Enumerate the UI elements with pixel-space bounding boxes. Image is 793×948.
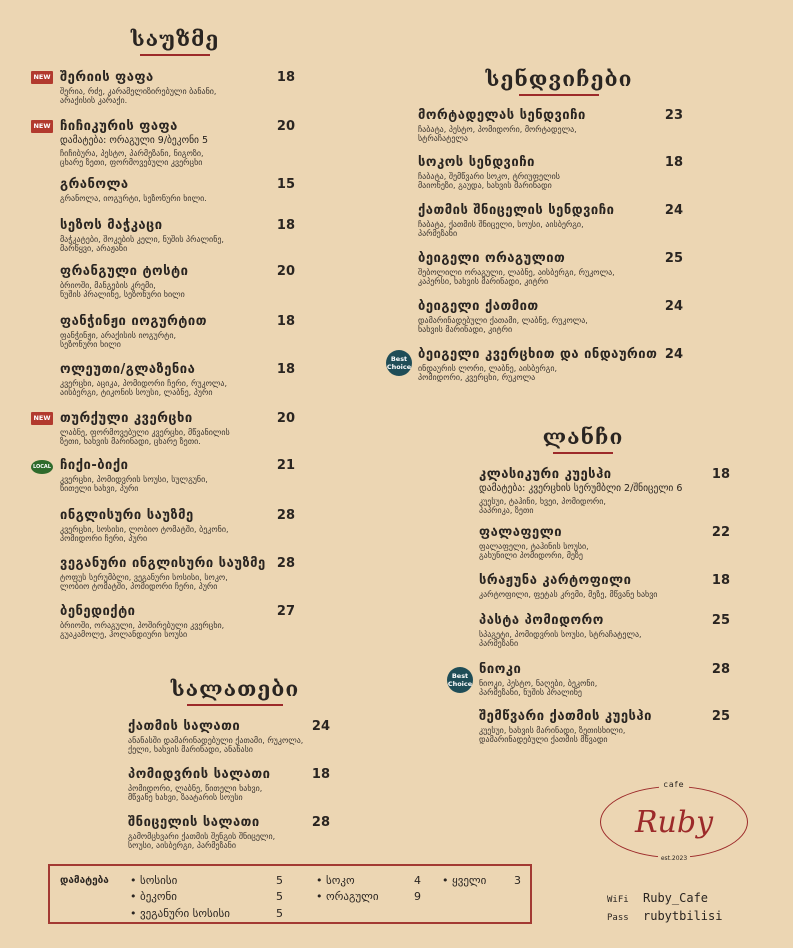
menu-item [479,709,730,744]
extra-item [130,874,283,887]
extra-item [130,890,283,903]
item-name: პომიდვრის სალათი [128,767,271,782]
extra-name: • სოსისი [130,874,177,887]
menu-item [418,299,683,334]
item-price: 24 [664,203,683,218]
item-price: 20 [276,411,295,426]
item-price: 20 [276,119,295,134]
extra-item [316,874,421,887]
menu-item [60,177,295,203]
item-name: ქათმის შნიცელის სენდვიჩი [418,203,615,218]
menu-item [418,251,683,286]
item-desc: კვერცხი, აციკა, პომიდორი ჩერი, რუკოლა, აისბერგი, ტიკონის სოუსი, ლაბნე, პური [60,379,228,397]
item-desc: ბრიოში, მანგების კრემი, ნუშის პრალინე, სეზონური ხილი [60,281,185,299]
item-desc: კუესუი, ხახვის მარინადი, ზეთისხილი, დამარინადებული ქათმის მწვადი [479,726,626,744]
menu-item [60,264,295,299]
item-desc: ნიოკი, პესტო, ნაღები, ბეკონი, პარმეზანი, ნუშის პრალინე [479,679,598,697]
menu-item [60,362,295,397]
item-desc: გრანოლა, იოგურტი, სეზონური ხილი. [60,194,207,203]
new-badge: NEW [31,120,53,133]
item-desc: ლაბნე, ფორმოვებული კვერცხი, მწვანილის ზეთი, ხახვის მარინადი, ცხარე ზეთი. [60,428,230,446]
wifi-info [607,890,722,926]
item-name: ფალაფელი [479,525,563,540]
menu-item [479,467,730,515]
wifi-row [607,890,722,908]
sandwiches-section-title [484,66,634,96]
item-price: 18 [711,467,730,482]
item-name: სრაჟუნა კარტოფილი [479,573,632,588]
menu-item [418,108,683,143]
item-desc: კარტოფილი, ფეტას კრემი, მეზე, მწვანე ხახვი [479,590,658,599]
item-price: 27 [276,604,295,619]
best-choice-badge: Best Choice [386,350,412,376]
sandwiches-title-text: სენდვიჩები [485,66,633,91]
item-price: 24 [664,299,683,314]
extras-title: დამატება [60,875,109,886]
item-desc: ტოფუს სერუმბლი, ვეგანური სოსისი, სოკო, ლობიო ტომატში, პომიდორი ჩერი, პური [60,573,228,591]
title-underline [553,452,613,454]
item-desc: ანანასში დამარინადებული ქათამი, რუკოლა, ქელი, ხახვის მარინადი, ანანასი [128,736,304,754]
item-price: 28 [276,508,295,523]
item-name: ბეიგელი ქათმით [418,299,539,314]
title-underline [140,54,210,56]
item-desc: პომიდორი, ლაბნე, წითელი ხახვი, მწვანე ხახვი, ზაატარის სოუსი [128,784,263,802]
item-name: ნიოკი [479,662,522,677]
extra-name: • ბეკონი [130,890,177,903]
item-name: ინგლისური საუზმე [60,508,194,523]
item-price: 18 [276,70,295,85]
item-price: 20 [276,264,295,279]
item-name: სეზოს მაჭკაცი [60,218,163,233]
item-price: 18 [664,155,683,170]
wifi-label: WiFi [607,895,629,905]
lunch-section-title [528,424,638,454]
item-price: 25 [711,709,730,724]
item-price: 18 [276,218,295,233]
pass-row [607,908,722,926]
item-desc: ჩაბატა, შემწვარი სოკო, ტრიუფელის მაიონეზი, გაუდა, ხახვის მარინადი [418,172,560,190]
item-desc: ფანჭინჟი, არაქისის იოგურტი, სეზონური ხილი [60,331,177,349]
logo-cafe-label: cafe [601,780,747,789]
item-name: შერიის ფაფა [60,70,154,85]
menu-item [128,719,330,754]
wifi-password: rubytbilisi [643,909,723,923]
item-name: ბენედიქტი [60,604,136,619]
item-desc: ჩაბატა, ქათმის შნიცელი, სოუსი, აისბერგი, პარმეზანი [418,220,584,238]
breakfast-section-title [120,26,230,56]
extra-item [442,874,521,887]
item-price: 23 [664,108,683,123]
item-desc: შებოლილი ორაგული, ლაბნე, აისბერგი, რუკოლა, კაპერსი, ხახვის მარინადი, კიტრი [418,268,615,286]
item-price: 24 [664,347,683,362]
item-price: 28 [276,556,295,571]
item-desc: კვერცხი, პომიდვრის სოუსი, სულგუნი, წითელი ხახვი, პური [60,475,208,493]
item-name: კლასიკური კუესჰი [479,467,612,482]
item-price: 18 [711,573,730,588]
cafe-logo [600,780,748,862]
item-desc: დამარინადებული ქათამი, ლაბნე, რუკოლა, ხახვის მარინადი, კიტრი [418,316,588,334]
title-underline [187,704,283,706]
menu-item [60,119,295,167]
item-price: 25 [664,251,683,266]
extra-price: 4 [414,874,421,887]
menu-item [418,155,683,190]
item-name: სოკოს სენდვიჩი [418,155,535,170]
item-price: 18 [276,314,295,329]
item-name: მორტადელას სენდვიჩი [418,108,586,123]
item-name: ბეიგელი კვერცხით და ინდაურით [418,347,658,362]
item-price: 22 [711,525,730,540]
item-desc: კვერცხი, სოსისი, ლობიო ტომატში, ბეკონი, პომიდორი ჩერი, პური [60,525,229,543]
best-choice-badge: Best Choice [447,667,473,693]
item-price: 18 [276,362,295,377]
item-desc: მაჭკატები, შოკების კელი, ნუშის პრალინე, მარწყვი, არაჟანი [60,235,224,253]
wifi-name: Ruby_Cafe [643,891,709,905]
item-price: 28 [711,662,730,677]
lunch-title-text: ლანჩი [542,424,624,449]
item-name: ქათმის სალათი [128,719,241,734]
item-name: პასტა პომიდორო [479,613,604,628]
menu-item [60,70,295,105]
salads-title-text: სალათები [170,676,300,701]
menu-item [479,573,730,599]
item-desc: ფალაფელი, ტაჰინის სოუსი, გახუნილი პომიდორი, მეზე [479,542,589,560]
pass-label: Pass [607,913,629,923]
extra-price: 5 [276,907,283,920]
item-desc: ინდაურის ლორი, ლაბნე, აისბერგი, პომიდორი, კვერცხი, რუკოლა [418,364,558,382]
item-extra: დამატება: ორაგული 9/ბეკონი 5 [60,135,209,146]
menu-item [128,767,330,802]
item-name: ჩიქი-ბიქი [60,458,129,473]
salads-section-title [160,676,310,706]
item-price: 25 [711,613,730,628]
item-desc: გამომცხვარი ქათმის შენგის შნიცელი, სოუსი, აისბერგი, პარმეზანი [128,832,276,850]
item-price: 21 [276,458,295,473]
item-price: 24 [311,719,330,734]
item-name: შემწვარი ქათმის კუესჰი [479,709,652,724]
menu-item [60,218,295,253]
item-name: გრანოლა [60,177,129,192]
item-desc: ჩიჩიბურა, პესტო, პარმეზანი, ნიგოზი, ცხარე ზეთი, ფორმოვებული კვერცხი [60,149,204,167]
menu-item [60,314,295,349]
menu-item [60,556,295,591]
item-name: ვეგანური ინგლისური საუზმე [60,556,266,571]
item-name: თურქული კვერცხი [60,411,193,426]
item-name: შნიცელის სალათი [128,815,260,830]
menu-item [479,525,730,560]
title-underline [519,94,599,96]
item-name: ბეიგელი ორაგულით [418,251,566,266]
item-name: ფრანგული ტოსტი [60,264,189,279]
extra-price: 9 [414,890,421,903]
item-name: ოლეუთი/გლაზენია [60,362,196,377]
logo-est-label: est.2023 [601,855,747,862]
extra-name: • ვეგანური სოსისი [130,907,230,920]
item-desc: ბრიოში, ორაგული, პოშირებული კვერცხი, გუაკამოლე, ჰოლანდიური სოუსი [60,621,225,639]
menu-item [479,613,730,648]
menu-item [418,347,683,382]
item-price: 18 [311,767,330,782]
item-name: ფანჭინჟი იოგურტით [60,314,207,329]
item-desc: შერია, რძე, კარამელიზირებული ბანანი, არაქისის კარაქი. [60,87,217,105]
extra-price: 3 [514,874,521,887]
item-price: 28 [311,815,330,830]
breakfast-title-text: საუზმე [130,26,220,51]
local-badge: LOCAL [31,460,53,474]
menu-item [479,662,730,697]
menu-item [60,508,295,543]
extra-name: • ორაგული [316,890,379,903]
new-badge: NEW [31,71,53,84]
extra-name: • სოკო [316,874,355,887]
extras-box [48,864,532,924]
item-desc: სპაგეტი, პომიდვრის სოუსი, სტრაჩატელა, პარმეზანი [479,630,642,648]
item-price: 15 [276,177,295,192]
menu-item [60,604,295,639]
new-badge: NEW [31,412,53,425]
menu-item [60,411,295,446]
extra-item [316,890,421,903]
extra-price: 5 [276,874,283,887]
item-name: ჩიჩიკურის ფაფა [60,119,178,134]
menu-item [60,458,295,493]
extra-price: 5 [276,890,283,903]
item-desc: კუესუი, ტაჰინი, ხვეი, პომიდორი, პაპრიკა, ზეთი [479,497,606,515]
item-extra: დამატება: კვერცხის სერუმბლი 2/შნიცელი 6 [479,483,683,494]
logo-name: Ruby [634,805,714,840]
menu-item [128,815,330,850]
extra-item [130,907,283,920]
item-desc: ჩაბატა, პესტო, პომიდორი, მორტადელა, სტრაჩატელა [418,125,577,143]
menu-item [418,203,683,238]
extra-name: • ყველი [442,874,486,887]
